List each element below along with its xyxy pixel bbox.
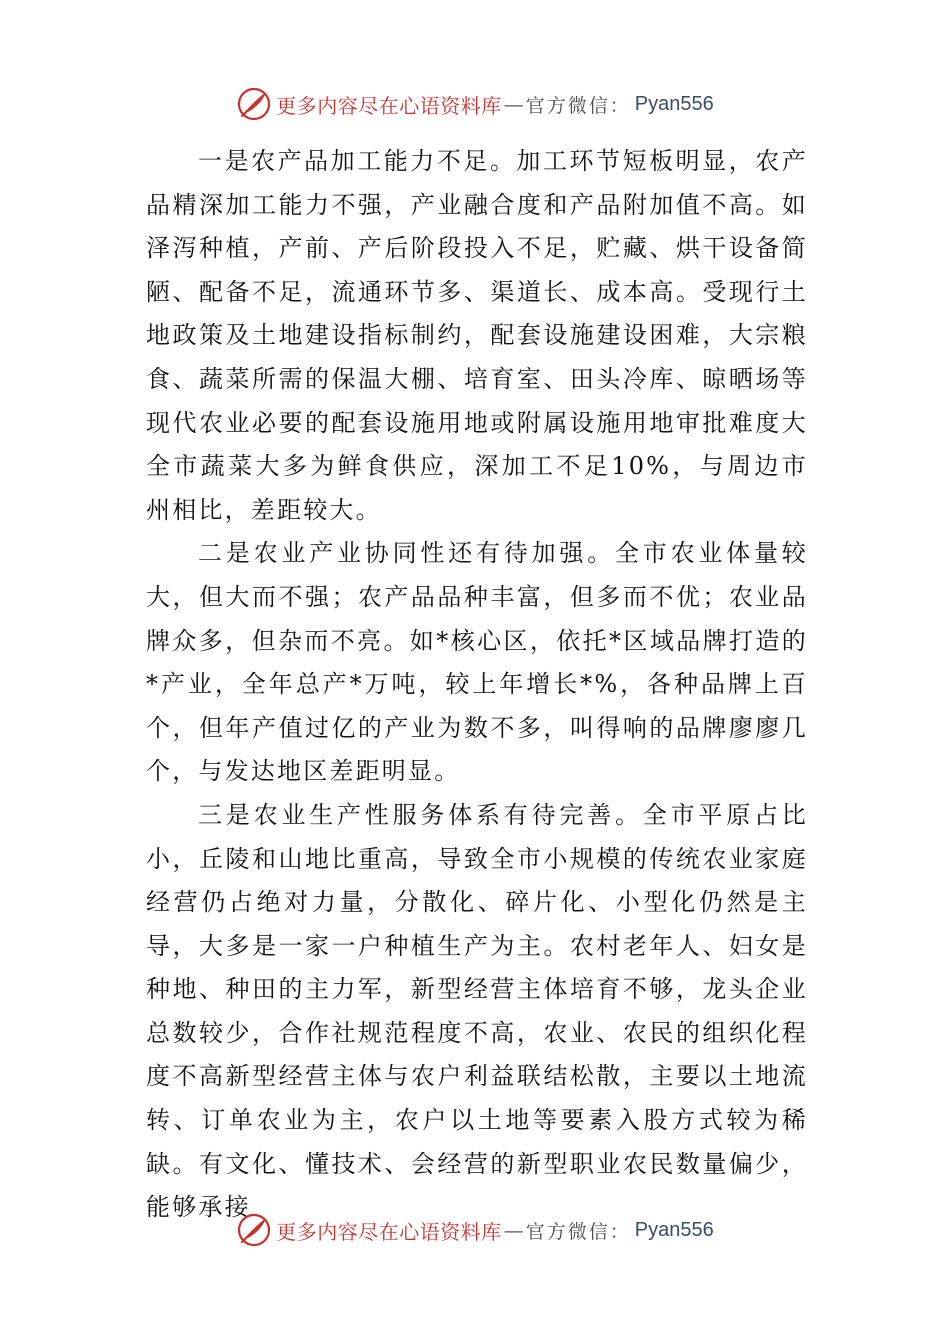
banner-dash: — xyxy=(503,1218,524,1242)
header-banner xyxy=(0,84,950,124)
paragraph-3: 三是农业生产性服务体系有待完善。全市平原占比小，丘陵和山地比重高，导致全市小规模的传统农业家庭经营仍占绝对力量，分散化、碎片化、小型化仍然是主导，大多是一家一户种植生产为主。农村老年人、妇女是种地、种田的主力军，新型经营主体培育不够，龙头企业总数较少，合作社规范程度不高，农业、农民的组织化程度不高新型经营主体与农户利益联结松散，主要以土地流转、订单农业为主，农户以土地等要素入股方式较为稀缺。有文化、懂技术、会经营的新型职业农民数量偏少，能够承接 xyxy=(146,800,808,1222)
official-wechat-label: 官方微信： xyxy=(525,1220,631,1243)
wechat-id: Pyan556 xyxy=(634,1218,714,1241)
document-body xyxy=(146,140,808,1230)
paragraph-2: 二是农业产业协同性还有待加强。全市农业体量较大，但大而不强；农产品品种丰富，但多而不优；农业品牌众多，但杂而不亮。如*核心区，依托*区域品牌打造的*产业，全年总产*万吨，较上年增长*%，各种品牌上百个，但年产值过亿的产业为数不多，叫得响的品牌廖廖几个，与发达地区差距明显。 xyxy=(146,539,808,786)
paragraph-1: 一是农产品加工能力不足。加工环节短板明显，农产品精深加工能力不强，产业融合度和产品附加值不高。如泽泻种植，产前、产后阶段投入不足，贮藏、烘干设备简陋、配备不足，流通环节多、渠道长、成本高。受现行土地政策及土地建设指标制约，配套设施建设困难，大宗粮食、蔬菜所需的保温大棚、培育室、田头冷库、晾晒场等现代农业必要的配套设施用地或附属设施用地审批难度大全市蔬菜大多为鲜食供应，深加工不足10%，与周边市州相比，差距较大。 xyxy=(146,147,808,524)
brand-text: 更多内容尽在心语资料库 xyxy=(276,93,502,118)
banner-dash: — xyxy=(503,92,524,116)
wechat-id: Pyan556 xyxy=(634,92,714,115)
quill-logo-icon xyxy=(236,86,272,122)
quill-logo-icon xyxy=(236,1212,272,1248)
brand-text: 更多内容尽在心语资料库 xyxy=(276,1219,502,1244)
official-wechat-label: 官方微信： xyxy=(525,94,631,117)
footer-banner xyxy=(0,1210,950,1250)
